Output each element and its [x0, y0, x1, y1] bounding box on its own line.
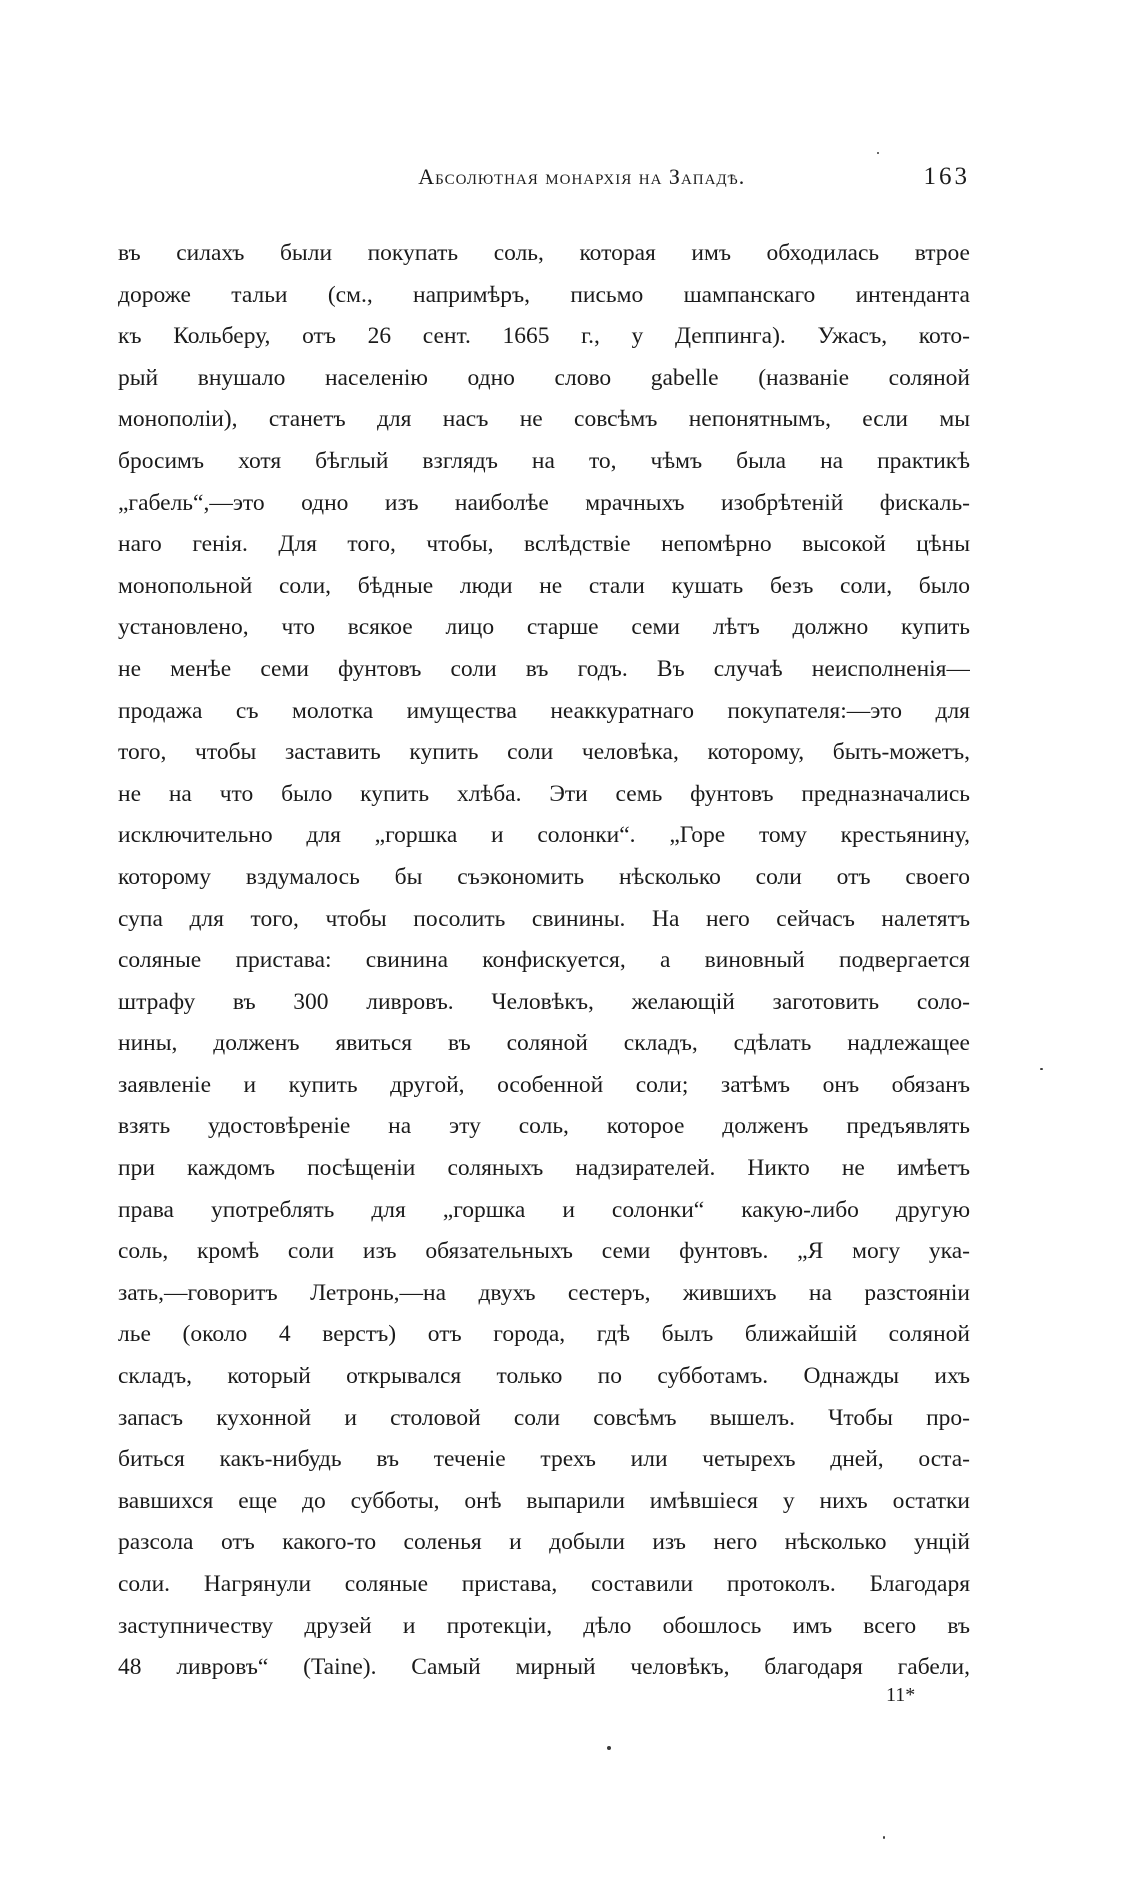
text-line: складъ, который открывался только по субботамъ. Однажды ихъ [118, 1363, 970, 1390]
signature-mark: 11* [886, 1684, 916, 1706]
text-line: биться какъ-нибудь въ теченіе трехъ или четырехъ дней, оста- [118, 1446, 970, 1473]
text-line: вавшихся еще до субботы, онѣ выпарили имѣвшіеся у нихъ остатки [118, 1487, 970, 1514]
text-line: монополіи), станетъ для насъ не совсѣмъ непонятнымъ, если мы [118, 406, 970, 433]
text-line: монопольной соли, бѣдные люди не стали кушать безъ соли, было [118, 572, 970, 599]
text-line: „габель“,—это одно изъ наиболѣе мрачныхъ изобрѣтеній фискаль- [118, 489, 970, 516]
scan-speck [607, 1746, 611, 1750]
text-line: соляные пристава: свинина конфискуется, а виновный подвергается [118, 947, 970, 974]
text-line: при каждомъ посѣщеніи соляныхъ надзирателей. Никто не имѣетъ [118, 1155, 970, 1182]
text-line: запасъ кухонной и столовой соли совсѣмъ вышелъ. Чтобы про- [118, 1404, 970, 1431]
text-line: бросимъ хотя бѣглый взглядъ на то, чѣмъ была на практикѣ [118, 447, 970, 474]
scan-speck [877, 152, 879, 154]
text-line: разсола отъ какого-то соленья и добыли изъ него нѣсколько унцій [118, 1529, 970, 1556]
text-line: нины, долженъ явиться въ соляной складъ, сдѣлать надлежащее [118, 1030, 970, 1057]
text-line: супа для того, чтобы посолить свинины. На него сейчасъ налетятъ [118, 905, 970, 932]
text-line: къ Кольберу, отъ 26 сент. 1665 г., у Деппинга). Ужасъ, кото- [118, 323, 970, 350]
text-line: права употреблять для „горшка и солонки“ какую-либо другую [118, 1196, 970, 1223]
text-line: не на что было купить хлѣба. Эти семь фунтовъ предназначались [118, 780, 970, 807]
text-line: продажа съ молотка имущества неаккуратнаго покупателя:—это для [118, 697, 970, 724]
text-line: рый внушало населенію одно слово gabelle (названіе соляной [118, 364, 970, 391]
text-line: штрафу въ 300 ливровъ. Человѣкъ, желающій заготовить соло- [118, 988, 970, 1015]
running-title: Абсолютная монархія на Западѣ. [418, 164, 746, 189]
text-line: 48 ливровъ“ (Taine). Самый мирный человѣкъ, благодаря габели, [118, 1654, 970, 1681]
text-line: взять удостовѣреніе на эту соль, которое долженъ предъявлять [118, 1113, 970, 1140]
text-line: не менѣе семи фунтовъ соли въ годъ. Въ случаѣ неисполненія— [118, 655, 970, 682]
text-line: которому вздумалось бы съэкономить нѣсколько соли отъ своего [118, 863, 970, 890]
body-text [118, 233, 970, 1689]
text-line: зать,—говоритъ Летронь,—на двухъ сестеръ, жившихъ на разстояніи [118, 1279, 970, 1306]
text-line: заступничеству друзей и протекціи, дѣло обошлось имъ всего въ [118, 1612, 970, 1639]
text-line: того, чтобы заставить купить соли человѣка, которому, быть-можетъ, [118, 739, 970, 766]
text-line: дороже тальи (см., напримѣръ, письмо шампанскаго интенданта [118, 281, 970, 308]
text-line: исключительно для „горшка и солонки“. „Горе тому крестьянину, [118, 822, 970, 849]
text-line: заявленіе и купить другой, особенной соли; затѣмъ онъ обязанъ [118, 1071, 970, 1098]
text-line: наго генія. Для того, чтобы, вслѣдствіе непомѣрно высокой цѣны [118, 531, 970, 558]
scan-speck [1040, 1068, 1043, 1070]
page-number: 163 [923, 163, 970, 190]
text-line: лье (около 4 верстъ) отъ города, гдѣ былъ ближайшій соляной [118, 1321, 970, 1348]
scan-speck [883, 1836, 885, 1839]
text-line: установлено, что всякое лицо старше семи лѣтъ должно купить [118, 614, 970, 641]
text-line: соли. Нагрянули соляные пристава, составили протоколъ. Благодаря [118, 1571, 970, 1597]
text-line: въ силахъ были покупать соль, которая имъ обходилась втрое [118, 240, 970, 266]
page-header [120, 163, 970, 203]
text-line: соль, кромѣ соли изъ обязательныхъ семи фунтовъ. „Я могу ука- [118, 1238, 970, 1265]
